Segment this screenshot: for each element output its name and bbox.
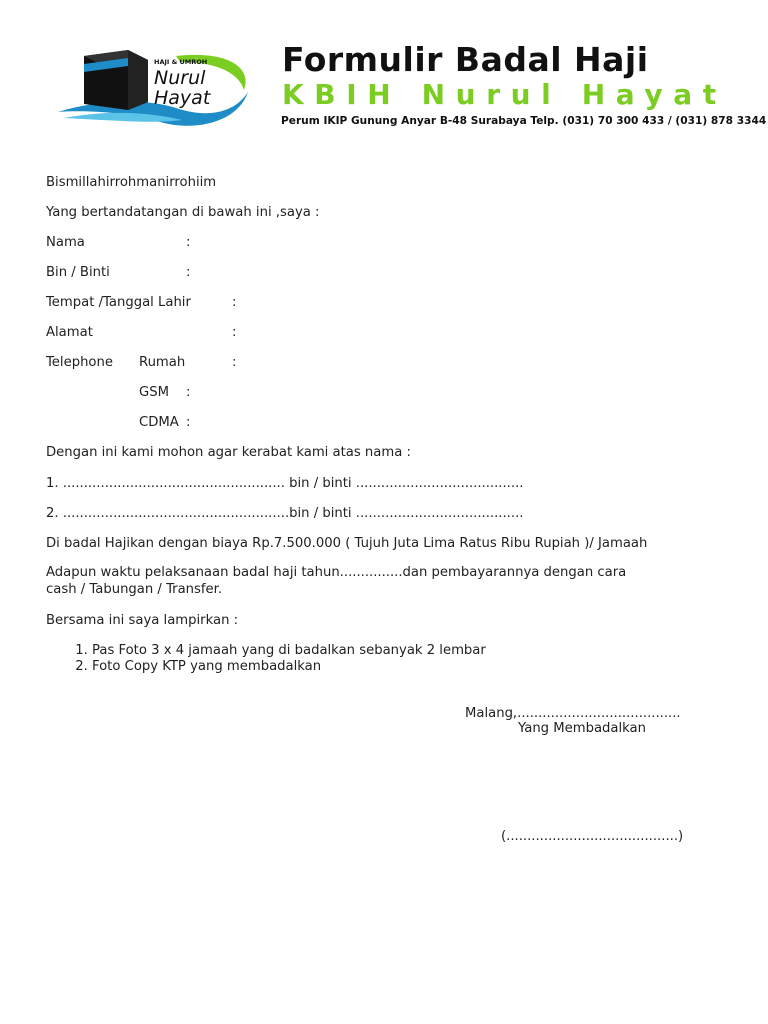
- colon: :: [186, 265, 191, 280]
- attachment-item: 2. Foto Copy KTP yang membadalkan: [92, 659, 486, 675]
- colon: :: [232, 325, 237, 340]
- form-title: Formulir Badal Haji: [282, 40, 649, 79]
- schedule-text-2: cash / Tabungan / Transfer.: [46, 582, 223, 597]
- relative-line-1: 1. ..................................................... bin / binti ........................................: [46, 476, 524, 491]
- place-date: Malang,.......................................: [465, 706, 681, 721]
- logo-tagline: HAJI & UMROH: [154, 58, 208, 66]
- signature-line: (.........................................): [501, 829, 684, 844]
- greeting: Bismillahirrohmanirrohiim: [46, 175, 217, 190]
- label-alamat: Alamat: [46, 325, 93, 340]
- cost-text: Di badal Hajikan dengan biaya Rp.7.500.000 ( Tujuh Juta Lima Ratus Ribu Rupiah )/ Jamaah: [46, 536, 648, 551]
- institution-address: Perum IKIP Gunung Anyar B-48 Surabaya Telp. (031) 70 300 433 / (031) 878 3344: [281, 115, 767, 127]
- attachments-list: [46, 643, 486, 675]
- relative-line-2: 2. ......................................................bin / binti ........................................: [46, 506, 524, 521]
- label-gsm: GSM: [139, 385, 169, 400]
- attachments-intro: Bersama ini saya lampirkan :: [46, 613, 239, 628]
- colon: :: [186, 415, 191, 430]
- label-nama: Nama: [46, 235, 85, 250]
- logo-name-line2: Hayat: [154, 87, 211, 109]
- label-telephone: Telephone: [46, 355, 113, 370]
- signer-label: Yang Membadalkan: [518, 721, 646, 736]
- colon: :: [186, 235, 191, 250]
- label-tempat-tanggal-lahir: Tempat /Tanggal Lahir: [46, 295, 191, 310]
- logo-name-line1: Nurul: [154, 67, 206, 89]
- request-text: Dengan ini kami mohon agar kerabat kami atas nama :: [46, 445, 411, 460]
- schedule-text-1: Adapun waktu pelaksanaan badal haji tahun...............dan pembayarannya dengan cara: [46, 565, 627, 580]
- intro-text: Yang bertandatangan di bawah ini ,saya :: [46, 205, 320, 220]
- colon: :: [232, 355, 237, 370]
- colon: :: [186, 385, 191, 400]
- label-cdma: CDMA: [139, 415, 179, 430]
- kbih-nurul-hayat-logo: [56, 40, 252, 130]
- label-rumah: Rumah: [139, 355, 186, 370]
- label-bin-binti: Bin / Binti: [46, 265, 110, 280]
- colon: :: [232, 295, 237, 310]
- form-subtitle: KBIH Nurul Hayat: [282, 78, 727, 111]
- attachment-item: 1. Pas Foto 3 x 4 jamaah yang di badalkan sebanyak 2 lembar: [92, 643, 486, 659]
